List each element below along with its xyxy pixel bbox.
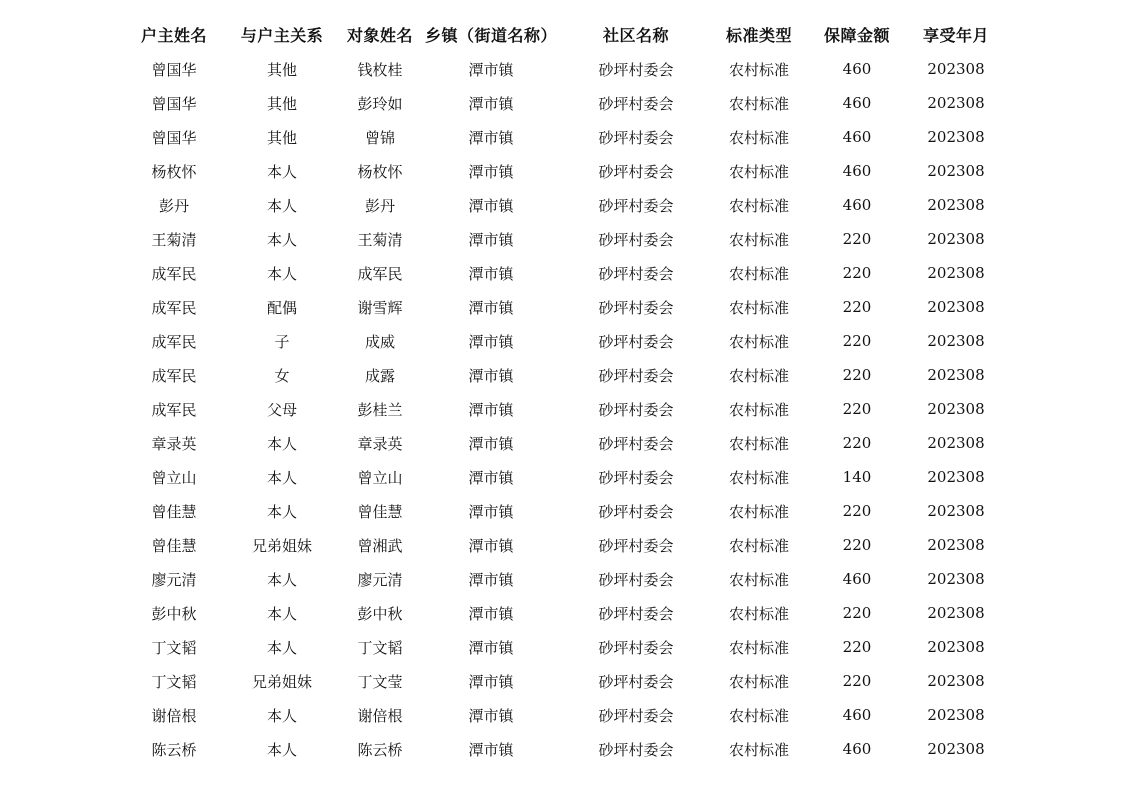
cell-subsidy-amount: 460 <box>842 196 872 214</box>
cell-relationship: 兄弟姐妹 <box>251 536 312 555</box>
cell-township: 潭市镇 <box>468 264 514 283</box>
cell-household-head-name: 曾立山 <box>151 468 197 487</box>
cell-standard-type: 农村标准 <box>728 400 789 419</box>
cell-subsidy-amount: 220 <box>842 672 872 690</box>
cell-standard-type: 农村标准 <box>728 570 789 589</box>
cell-township: 潭市镇 <box>468 400 514 419</box>
cell-household-head-name: 曾佳慧 <box>151 536 197 555</box>
cell-recipient-name: 成威 <box>364 332 395 351</box>
cell-subsidy-amount: 220 <box>842 298 872 316</box>
cell-benefit-month: 202308 <box>927 638 985 656</box>
table-body <box>120 52 1002 766</box>
table-row <box>120 256 1002 290</box>
table-row <box>120 120 1002 154</box>
cell-recipient-name: 成露 <box>364 366 395 385</box>
table-row <box>120 392 1002 426</box>
cell-township: 潭市镇 <box>468 604 514 623</box>
cell-community-name: 砂坪村委会 <box>598 128 674 147</box>
cell-household-head-name: 曾佳慧 <box>151 502 197 521</box>
cell-benefit-month: 202308 <box>927 672 985 690</box>
table-row <box>120 732 1002 766</box>
cell-recipient-name: 曾湘武 <box>357 536 403 555</box>
cell-relationship: 本人 <box>266 502 297 521</box>
cell-household-head-name: 丁文韬 <box>151 672 197 691</box>
cell-benefit-month: 202308 <box>927 570 985 588</box>
cell-relationship: 本人 <box>266 570 297 589</box>
cell-community-name: 砂坪村委会 <box>598 298 674 317</box>
cell-standard-type: 农村标准 <box>728 604 789 623</box>
column-header-relationship: 与户主关系 <box>240 25 324 45</box>
cell-subsidy-amount: 220 <box>842 638 872 656</box>
cell-recipient-name: 曾立山 <box>357 468 403 487</box>
cell-standard-type: 农村标准 <box>728 536 789 555</box>
cell-household-head-name: 曾国华 <box>151 128 197 147</box>
cell-relationship: 本人 <box>266 264 297 283</box>
cell-standard-type: 农村标准 <box>728 264 789 283</box>
table-row <box>120 290 1002 324</box>
cell-relationship: 其他 <box>266 128 297 147</box>
cell-standard-type: 农村标准 <box>728 162 789 181</box>
column-header-recipient-name: 对象姓名 <box>346 25 413 45</box>
cell-township: 潭市镇 <box>468 196 514 215</box>
cell-benefit-month: 202308 <box>927 366 985 384</box>
cell-relationship: 本人 <box>266 434 297 453</box>
cell-recipient-name: 彭丹 <box>364 196 395 215</box>
cell-relationship: 本人 <box>266 162 297 181</box>
cell-township: 潭市镇 <box>468 298 514 317</box>
cell-recipient-name: 钱枚桂 <box>357 60 403 79</box>
cell-household-head-name: 成军民 <box>151 298 197 317</box>
cell-benefit-month: 202308 <box>927 468 985 486</box>
cell-household-head-name: 彭丹 <box>158 196 189 215</box>
cell-township: 潭市镇 <box>468 230 514 249</box>
cell-household-head-name: 王菊清 <box>151 230 197 249</box>
cell-household-head-name: 成军民 <box>151 264 197 283</box>
cell-subsidy-amount: 220 <box>842 502 872 520</box>
cell-subsidy-amount: 460 <box>842 60 872 78</box>
cell-standard-type: 农村标准 <box>728 230 789 249</box>
cell-subsidy-amount: 220 <box>842 604 872 622</box>
cell-township: 潭市镇 <box>468 706 514 725</box>
cell-subsidy-amount: 220 <box>842 264 872 282</box>
cell-community-name: 砂坪村委会 <box>598 230 674 249</box>
column-header-community-name: 社区名称 <box>602 25 669 45</box>
cell-community-name: 砂坪村委会 <box>598 400 674 419</box>
cell-recipient-name: 谢雪辉 <box>357 298 403 317</box>
column-header-subsidy-amount: 保障金额 <box>823 25 890 45</box>
cell-subsidy-amount: 220 <box>842 400 872 418</box>
cell-benefit-month: 202308 <box>927 706 985 724</box>
table-row <box>120 698 1002 732</box>
cell-relationship: 本人 <box>266 638 297 657</box>
table-row <box>120 154 1002 188</box>
cell-standard-type: 农村标准 <box>728 60 789 79</box>
cell-recipient-name: 曾佳慧 <box>357 502 403 521</box>
cell-relationship: 子 <box>274 332 290 351</box>
cell-township: 潭市镇 <box>468 570 514 589</box>
cell-township: 潭市镇 <box>468 434 514 453</box>
cell-relationship: 其他 <box>266 94 297 113</box>
cell-community-name: 砂坪村委会 <box>598 434 674 453</box>
subsidy-roster-table <box>120 16 1002 766</box>
column-header-benefit-month: 享受年月 <box>922 25 989 45</box>
cell-benefit-month: 202308 <box>927 434 985 452</box>
cell-subsidy-amount: 460 <box>842 570 872 588</box>
cell-recipient-name: 曾锦 <box>364 128 395 147</box>
cell-benefit-month: 202308 <box>927 60 985 78</box>
cell-relationship: 本人 <box>266 706 297 725</box>
cell-township: 潭市镇 <box>468 60 514 79</box>
cell-community-name: 砂坪村委会 <box>598 332 674 351</box>
cell-community-name: 砂坪村委会 <box>598 740 674 759</box>
cell-township: 潭市镇 <box>468 638 514 657</box>
cell-household-head-name: 陈云桥 <box>151 740 197 759</box>
cell-relationship: 配偶 <box>266 298 297 317</box>
cell-benefit-month: 202308 <box>927 230 985 248</box>
cell-recipient-name: 王菊清 <box>357 230 403 249</box>
column-header-township: 乡镇（街道名称） <box>424 25 557 45</box>
cell-community-name: 砂坪村委会 <box>598 366 674 385</box>
table-row <box>120 52 1002 86</box>
table-row <box>120 494 1002 528</box>
cell-recipient-name: 谢倍根 <box>357 706 403 725</box>
cell-township: 潭市镇 <box>468 502 514 521</box>
cell-household-head-name: 章录英 <box>151 434 197 453</box>
cell-township: 潭市镇 <box>468 672 514 691</box>
cell-subsidy-amount: 460 <box>842 94 872 112</box>
cell-household-head-name: 杨枚怀 <box>151 162 197 181</box>
table-header-row <box>120 16 1002 52</box>
column-header-household-head-name: 户主姓名 <box>140 25 207 45</box>
cell-household-head-name: 廖元清 <box>151 570 197 589</box>
cell-benefit-month: 202308 <box>927 604 985 622</box>
cell-subsidy-amount: 460 <box>842 706 872 724</box>
cell-household-head-name: 彭中秋 <box>151 604 197 623</box>
cell-township: 潭市镇 <box>468 740 514 759</box>
cell-relationship: 本人 <box>266 196 297 215</box>
cell-community-name: 砂坪村委会 <box>598 536 674 555</box>
cell-relationship: 本人 <box>266 468 297 487</box>
cell-relationship: 本人 <box>266 230 297 249</box>
cell-community-name: 砂坪村委会 <box>598 502 674 521</box>
cell-standard-type: 农村标准 <box>728 128 789 147</box>
cell-subsidy-amount: 220 <box>842 230 872 248</box>
cell-relationship: 父母 <box>266 400 297 419</box>
cell-township: 潭市镇 <box>468 128 514 147</box>
cell-recipient-name: 丁文莹 <box>357 672 403 691</box>
cell-relationship: 兄弟姐妹 <box>251 672 312 691</box>
cell-household-head-name: 谢倍根 <box>151 706 197 725</box>
cell-community-name: 砂坪村委会 <box>598 638 674 657</box>
cell-subsidy-amount: 220 <box>842 536 872 554</box>
cell-relationship: 本人 <box>266 740 297 759</box>
cell-benefit-month: 202308 <box>927 298 985 316</box>
cell-community-name: 砂坪村委会 <box>598 94 674 113</box>
table-row <box>120 596 1002 630</box>
cell-household-head-name: 成军民 <box>151 332 197 351</box>
cell-subsidy-amount: 460 <box>842 162 872 180</box>
cell-recipient-name: 章录英 <box>357 434 403 453</box>
column-header-standard-type: 标准类型 <box>725 25 792 45</box>
cell-household-head-name: 曾国华 <box>151 94 197 113</box>
cell-benefit-month: 202308 <box>927 536 985 554</box>
cell-recipient-name: 彭桂兰 <box>357 400 403 419</box>
cell-subsidy-amount: 220 <box>842 332 872 350</box>
cell-community-name: 砂坪村委会 <box>598 162 674 181</box>
cell-recipient-name: 陈云桥 <box>357 740 403 759</box>
table-row <box>120 664 1002 698</box>
cell-community-name: 砂坪村委会 <box>598 60 674 79</box>
cell-household-head-name: 成军民 <box>151 400 197 419</box>
table-row <box>120 222 1002 256</box>
cell-household-head-name: 成军民 <box>151 366 197 385</box>
cell-standard-type: 农村标准 <box>728 94 789 113</box>
table-row <box>120 426 1002 460</box>
cell-township: 潭市镇 <box>468 536 514 555</box>
cell-relationship: 其他 <box>266 60 297 79</box>
cell-subsidy-amount: 220 <box>842 434 872 452</box>
cell-township: 潭市镇 <box>468 366 514 385</box>
cell-household-head-name: 曾国华 <box>151 60 197 79</box>
cell-standard-type: 农村标准 <box>728 502 789 521</box>
cell-community-name: 砂坪村委会 <box>598 570 674 589</box>
cell-benefit-month: 202308 <box>927 400 985 418</box>
cell-community-name: 砂坪村委会 <box>598 264 674 283</box>
cell-benefit-month: 202308 <box>927 332 985 350</box>
cell-township: 潭市镇 <box>468 162 514 181</box>
cell-recipient-name: 杨枚怀 <box>357 162 403 181</box>
cell-recipient-name: 成军民 <box>357 264 403 283</box>
cell-standard-type: 农村标准 <box>728 298 789 317</box>
cell-benefit-month: 202308 <box>927 128 985 146</box>
cell-community-name: 砂坪村委会 <box>598 672 674 691</box>
table-row <box>120 324 1002 358</box>
table-row <box>120 630 1002 664</box>
cell-recipient-name: 丁文韬 <box>357 638 403 657</box>
cell-subsidy-amount: 460 <box>842 128 872 146</box>
cell-relationship: 女 <box>274 366 290 385</box>
cell-benefit-month: 202308 <box>927 196 985 214</box>
cell-recipient-name: 彭玲如 <box>357 94 403 113</box>
table-row <box>120 188 1002 222</box>
table-row <box>120 86 1002 120</box>
cell-recipient-name: 廖元清 <box>357 570 403 589</box>
cell-subsidy-amount: 460 <box>842 740 872 758</box>
cell-community-name: 砂坪村委会 <box>598 196 674 215</box>
cell-township: 潭市镇 <box>468 468 514 487</box>
cell-standard-type: 农村标准 <box>728 672 789 691</box>
cell-household-head-name: 丁文韬 <box>151 638 197 657</box>
table-row <box>120 562 1002 596</box>
cell-benefit-month: 202308 <box>927 740 985 758</box>
cell-community-name: 砂坪村委会 <box>598 604 674 623</box>
cell-relationship: 本人 <box>266 604 297 623</box>
cell-standard-type: 农村标准 <box>728 468 789 487</box>
cell-standard-type: 农村标准 <box>728 638 789 657</box>
cell-standard-type: 农村标准 <box>728 434 789 453</box>
cell-standard-type: 农村标准 <box>728 332 789 351</box>
cell-community-name: 砂坪村委会 <box>598 706 674 725</box>
table-row <box>120 358 1002 392</box>
cell-township: 潭市镇 <box>468 94 514 113</box>
cell-subsidy-amount: 220 <box>842 366 872 384</box>
table-row <box>120 460 1002 494</box>
cell-standard-type: 农村标准 <box>728 706 789 725</box>
cell-subsidy-amount: 140 <box>842 468 872 486</box>
cell-community-name: 砂坪村委会 <box>598 468 674 487</box>
cell-benefit-month: 202308 <box>927 502 985 520</box>
cell-township: 潭市镇 <box>468 332 514 351</box>
cell-benefit-month: 202308 <box>927 264 985 282</box>
cell-standard-type: 农村标准 <box>728 740 789 759</box>
cell-benefit-month: 202308 <box>927 94 985 112</box>
table-row <box>120 528 1002 562</box>
cell-standard-type: 农村标准 <box>728 196 789 215</box>
cell-recipient-name: 彭中秋 <box>357 604 403 623</box>
cell-benefit-month: 202308 <box>927 162 985 180</box>
cell-standard-type: 农村标准 <box>728 366 789 385</box>
